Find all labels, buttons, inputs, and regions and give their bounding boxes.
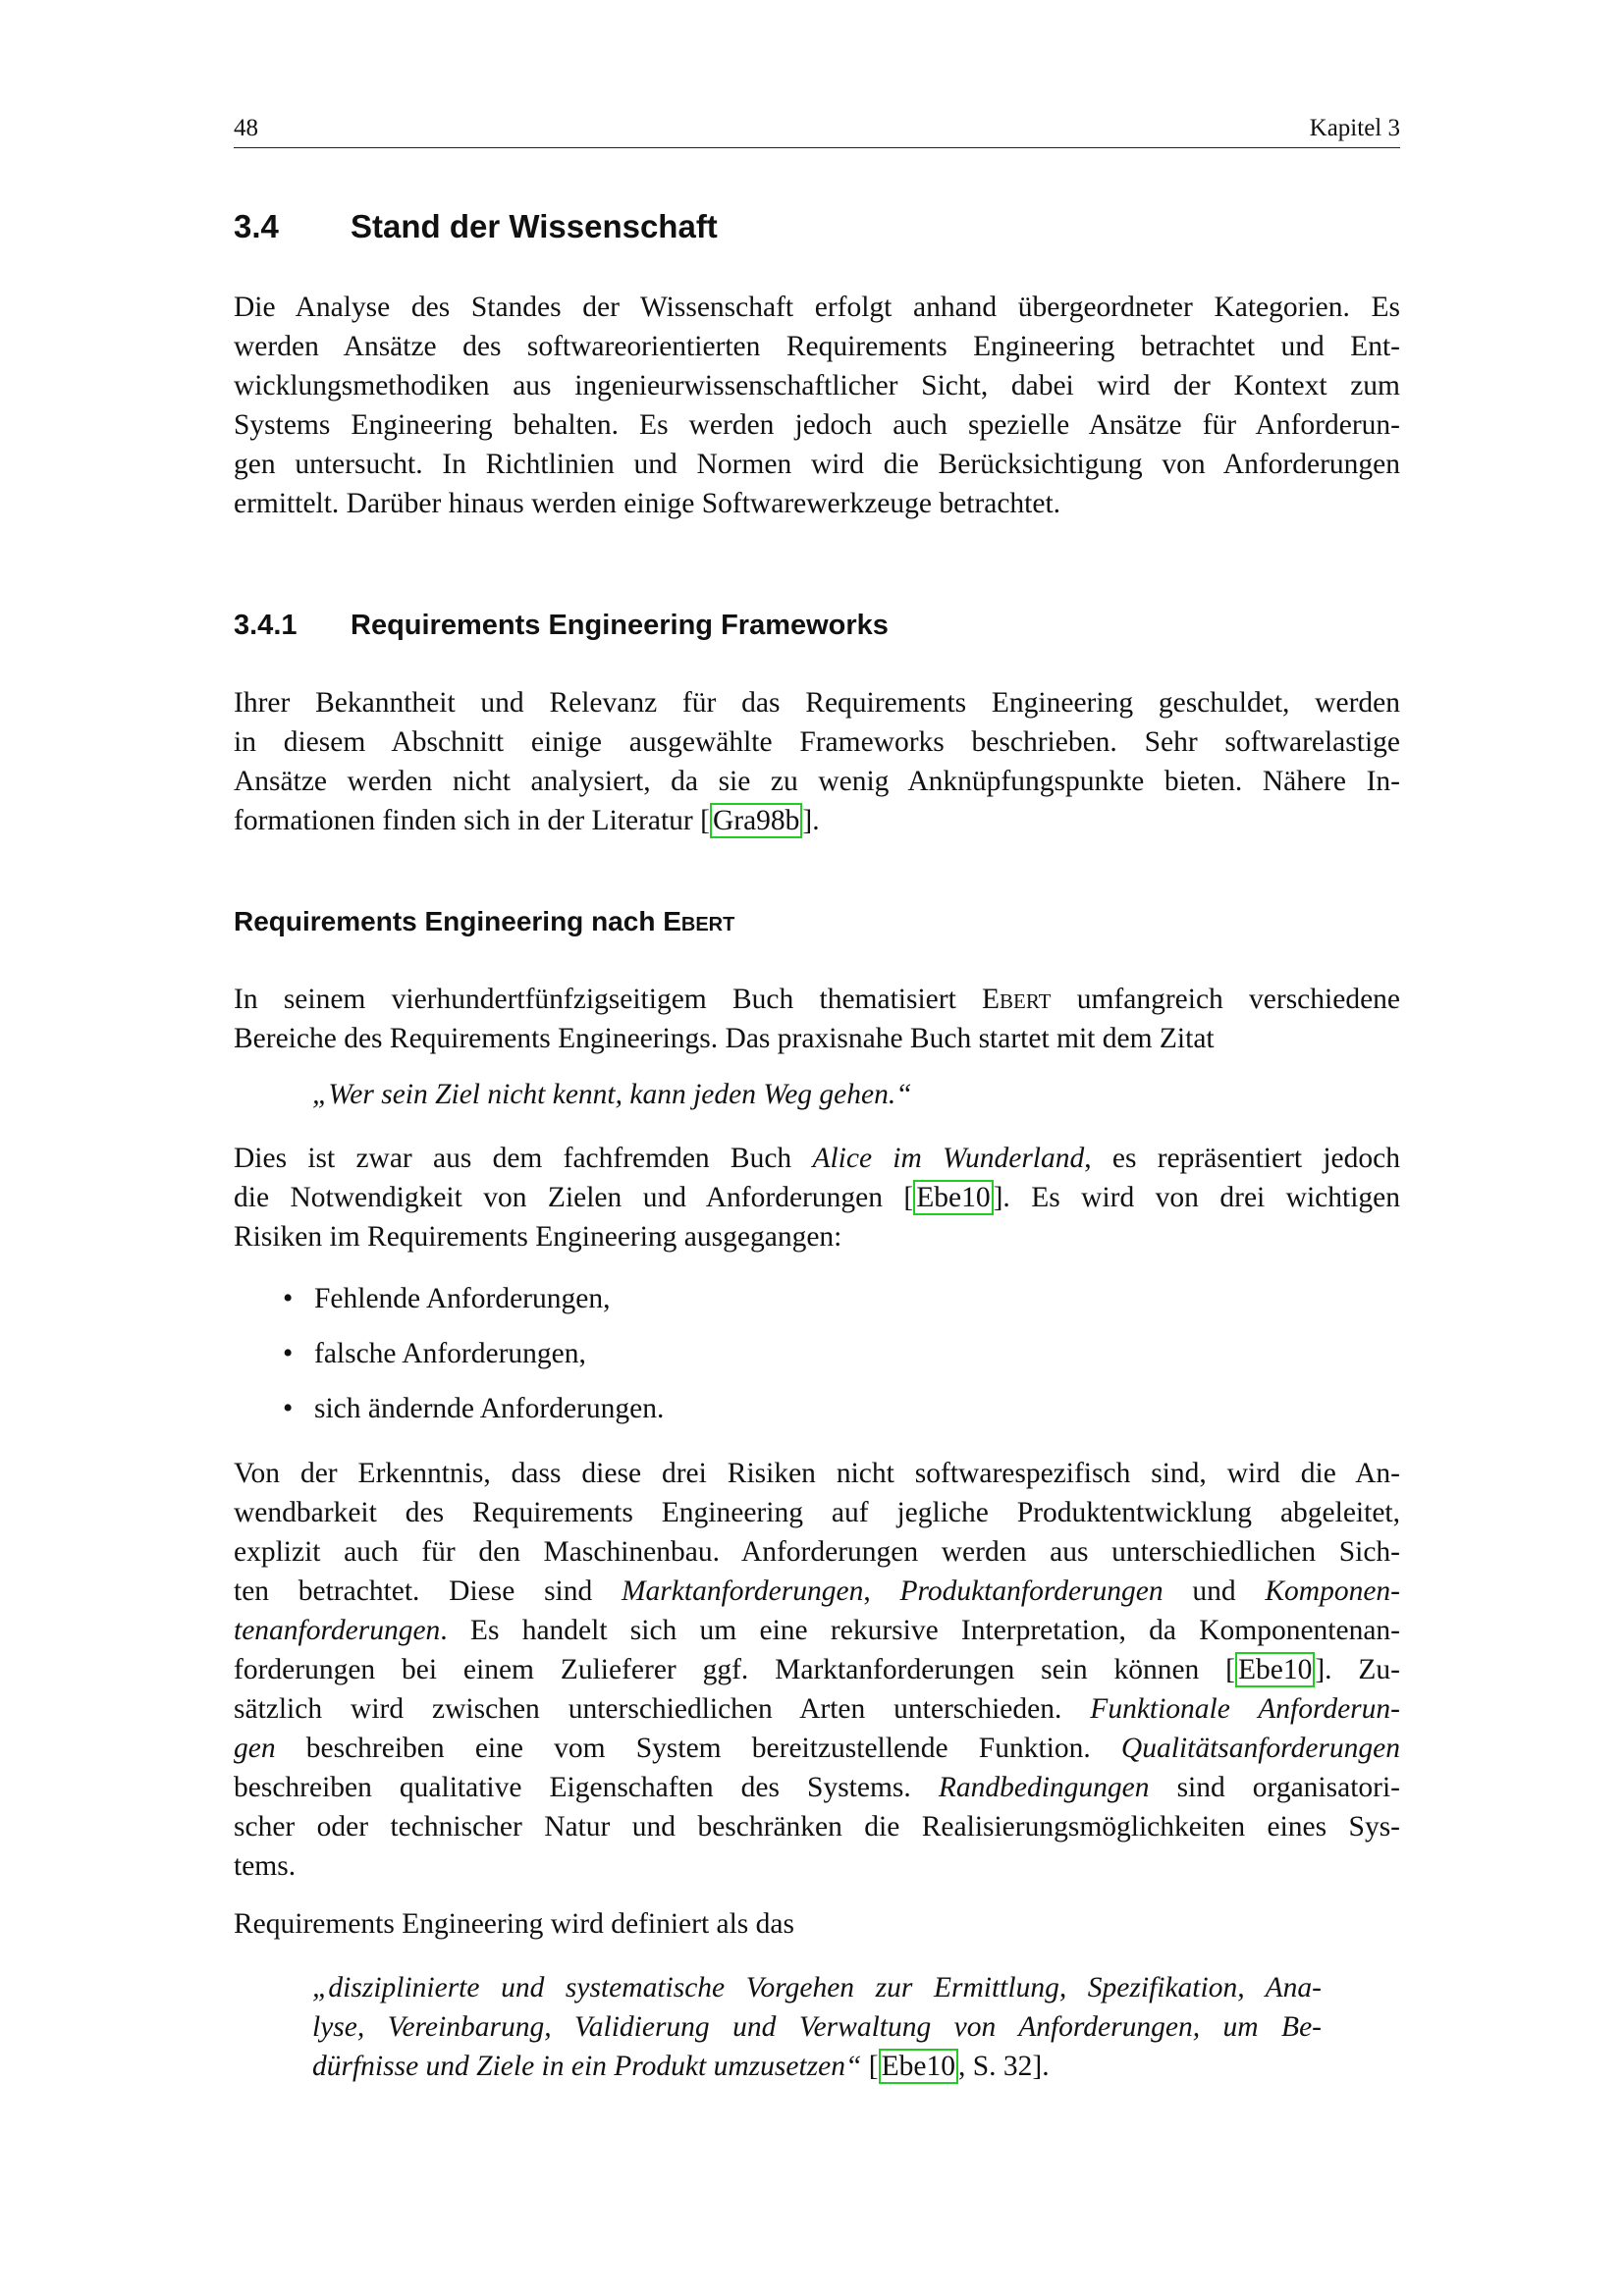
risk-paragraph <box>234 1139 1400 1256</box>
text-line: ermittelt. Darüber hinaus werden einige Softwarewerkzeuge betrachtet. <box>234 488 1061 519</box>
text-line: forderungen bei einem Zulieferer ggf. Marktanforderungen sein können [ Ebe10 ]. Zu- <box>234 1654 1401 1685</box>
text-line: Bereiche des Requirements Engineerings. Das praxisnahe Buch startet mit dem Zitat <box>234 1023 1215 1054</box>
bullet-icon: • <box>283 1393 294 1424</box>
text-line: In seinem vierhundertfünfzigseitigem Buch thematisiert Ebert umfangreich verschiedene <box>234 984 1401 1015</box>
text-line: gen beschreiben eine vom System bereitzustellende Funktion. Qualitätsanforderungen <box>234 1733 1400 1764</box>
quote-line: dürfnisse und Ziele in ein Produkt umzusetzen“ [ Ebe10 , S. 32]. <box>312 2051 1050 2082</box>
definition-intro <box>234 1904 1400 1944</box>
paragraph-heading: Requirements Engineering nach Ebert <box>234 906 735 936</box>
bullet-icon: • <box>283 1338 294 1369</box>
text-line: wendbarkeit des Requirements Engineering auf jegliche Produktentwicklung abgeleitet, <box>234 1497 1400 1528</box>
text-line: wicklungsmethodiken aus ingenieurwissenschaftlicher Sicht, dabei wird der Kontext zum <box>234 370 1400 401</box>
subsection-title: Requirements Engineering Frameworks <box>351 610 889 641</box>
text-line: ten betrachtet. Diese sind Marktanforderungen, Produktanforderungen und Komponen- <box>234 1575 1401 1607</box>
quote-line: „disziplinierte und systematische Vorgehen zur Ermittlung, Spezifikation, Ana- <box>312 1972 1322 2003</box>
text-line: Ihrer Bekanntheit und Relevanz für das Requirements Engineering geschuldet, werden <box>234 687 1400 719</box>
section-heading <box>234 207 718 246</box>
definition-quote <box>312 1968 1322 2086</box>
requirements-types-paragraph <box>234 1454 1400 1886</box>
text-line: gen untersucht. In Richtlinien und Normen wird die Berücksichtigung von Anforderungen <box>234 449 1400 480</box>
section-number: 3.4 <box>234 208 279 244</box>
text-line: Requirements Engineering wird definiert als das <box>234 1908 794 1940</box>
text-line: sätzlich wird zwischen unterschiedlichen Arten unterschieden. Funktionale Anforderun- <box>234 1693 1400 1725</box>
text-line: Ansätze werden nicht analysiert, da sie zu wenig Anknüpfungspunkte bieten. Nähere In- <box>234 766 1400 797</box>
text-line: explizit auch für den Maschinenbau. Anforderungen werden aus unterschiedlichen Sich- <box>234 1536 1400 1568</box>
subsection-heading <box>234 608 889 643</box>
citation-link[interactable]: Ebe10 <box>913 1180 993 1215</box>
citation-link[interactable]: Ebe10 <box>879 2049 958 2084</box>
page-number: 48 <box>234 115 258 141</box>
text-line: Risiken im Requirements Engineering ausgegangen: <box>234 1221 842 1253</box>
citation-link[interactable]: Gra98b <box>710 803 802 838</box>
section-title: Stand der Wissenschaft <box>351 208 718 244</box>
quote-line: lyse, Vereinbarung, Validierung und Verwaltung von Anforderungen, um Be- <box>312 2011 1322 2043</box>
document-page <box>234 0 1400 2296</box>
running-header <box>234 112 1400 148</box>
text-line: die Notwendigkeit von Zielen und Anforderungen [ Ebe10 ]. Es wird von drei wichtigen <box>234 1182 1400 1213</box>
list-item: • sich ändernde Anforderungen. <box>234 1389 1400 1428</box>
subsection-number: 3.4.1 <box>234 610 298 641</box>
text-line: beschreiben qualitative Eigenschaften des Systems. Randbedingungen sind organisatori- <box>234 1772 1400 1803</box>
author-name: Ebert <box>663 906 735 936</box>
text-line: Dies ist zwar aus dem fachfremden Buch Alice im Wunderland, es repräsentiert jedoch <box>234 1143 1400 1174</box>
text-line: in diesem Abschnitt einige ausgewählte Frameworks beschrieben. Sehr softwarelastige <box>234 726 1400 758</box>
risk-list <box>234 1279 1400 1428</box>
citation-link[interactable]: Ebe10 <box>1235 1652 1315 1687</box>
ebert-intro-paragraph <box>234 980 1400 1058</box>
text-line: tenanforderungen. Es handelt sich um eine rekursive Interpretation, da Komponentenan- <box>234 1615 1400 1646</box>
book-title: Alice im Wunderland <box>812 1143 1085 1174</box>
chapter-label: Kapitel 3 <box>1309 115 1400 141</box>
author-name: Ebert <box>982 984 1052 1015</box>
text-line: werden Ansätze des softwareorientierten Requirements Engineering betrachtet und Ent- <box>234 331 1400 362</box>
list-item: • Fehlende Anforderungen, <box>234 1279 1400 1318</box>
block-quote <box>312 1075 1322 1114</box>
section-intro-paragraph <box>234 288 1400 523</box>
text-line: Die Analyse des Standes der Wissenschaft erfolgt anhand übergeordneter Kategorien. Es <box>234 292 1400 323</box>
quote-line: „Wer sein Ziel nicht kennt, kann jeden Weg gehen.“ <box>312 1079 912 1110</box>
text-line: Systems Engineering behalten. Es werden jedoch auch spezielle Ansätze für Anforderun- <box>234 409 1400 441</box>
text-line: tems. <box>234 1850 297 1882</box>
text-line: scher oder technischer Natur und beschränken die Realisierungsmöglichkeiten eines Sys- <box>234 1811 1400 1842</box>
bullet-icon: • <box>283 1283 294 1314</box>
list-item: • falsche Anforderungen, <box>234 1334 1400 1373</box>
subsection-paragraph <box>234 683 1400 840</box>
text-line: Von der Erkenntnis, dass diese drei Risiken nicht softwarespezifisch sind, wird die An- <box>234 1458 1400 1489</box>
text-line: formationen finden sich in der Literatur [ Gra98b ]. <box>234 805 820 836</box>
